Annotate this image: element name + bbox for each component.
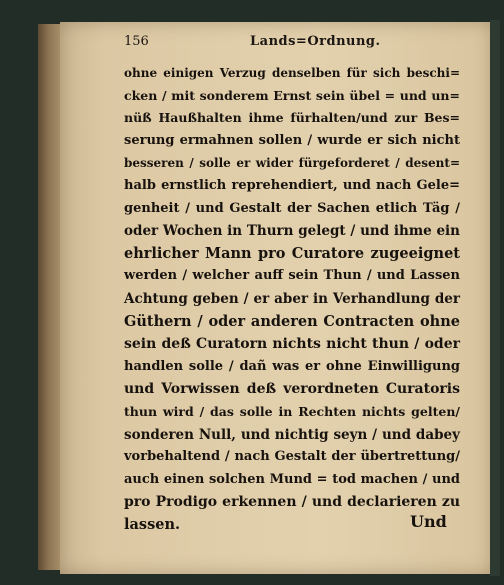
page-header [124,34,464,54]
text-line: pro Prodigo erkennen / und declarieren zu [124,494,460,511]
text-line: ehrlicher Mann pro Curatore zugeeignet [124,244,460,262]
text-line: lassen. [124,515,181,533]
text-line: vorbehaltend / nach Gestalt der übertrettung/ [124,449,460,465]
text-line: Güthern / oder anderen Contracten ohne [124,312,460,330]
text-line: sein deß Curatorn nichts nicht thun / oder [124,336,460,353]
book-cover-edge [490,20,500,576]
text-line: werden / welcher auff sein Thun / und Lassen [124,268,460,284]
text-line: auch einen solchen Mund = tod machen / und [124,471,460,487]
text-line: cken / mit sonderem Ernst sein übel = und un= [124,87,460,103]
text-line: oder Wochen in Thurn gelegt / und ihme ein [124,223,460,240]
text-line: Achtung geben / er aber in Verhandlung der [124,290,460,307]
text-line: serung ermahnen sollen / wurde er sich nicht [124,132,460,148]
text-line: halb ernstlich reprehendiert, und nach Gele= [124,177,460,193]
text-line: nüß Haußhalten ihme fürhalten/und zur Bes= [124,110,460,126]
page-number: 156 [124,34,149,49]
body-text [124,62,460,536]
text-line: besseren / solle er wider fürgeforderet / desent= [124,156,460,171]
text-line: sonderen Null, und nichtig seyn / und dabey [124,426,460,443]
text-line: handlen solle / dañ was er ohne Einwilligung [124,358,460,374]
text-line: ohne einigen Verzug denselben für sich beschi= [124,66,460,80]
text-line: thun wird / das solle in Rechten nichts gelten/ [124,403,460,419]
catchword: Und [410,512,447,531]
running-title: Lands=Ordnung. [250,34,381,49]
text-line: und Vorwissen deß verordneten Curatoris [124,381,460,398]
text-line: genheit / und Gestalt der Sachen etlich Täg / [124,200,460,216]
